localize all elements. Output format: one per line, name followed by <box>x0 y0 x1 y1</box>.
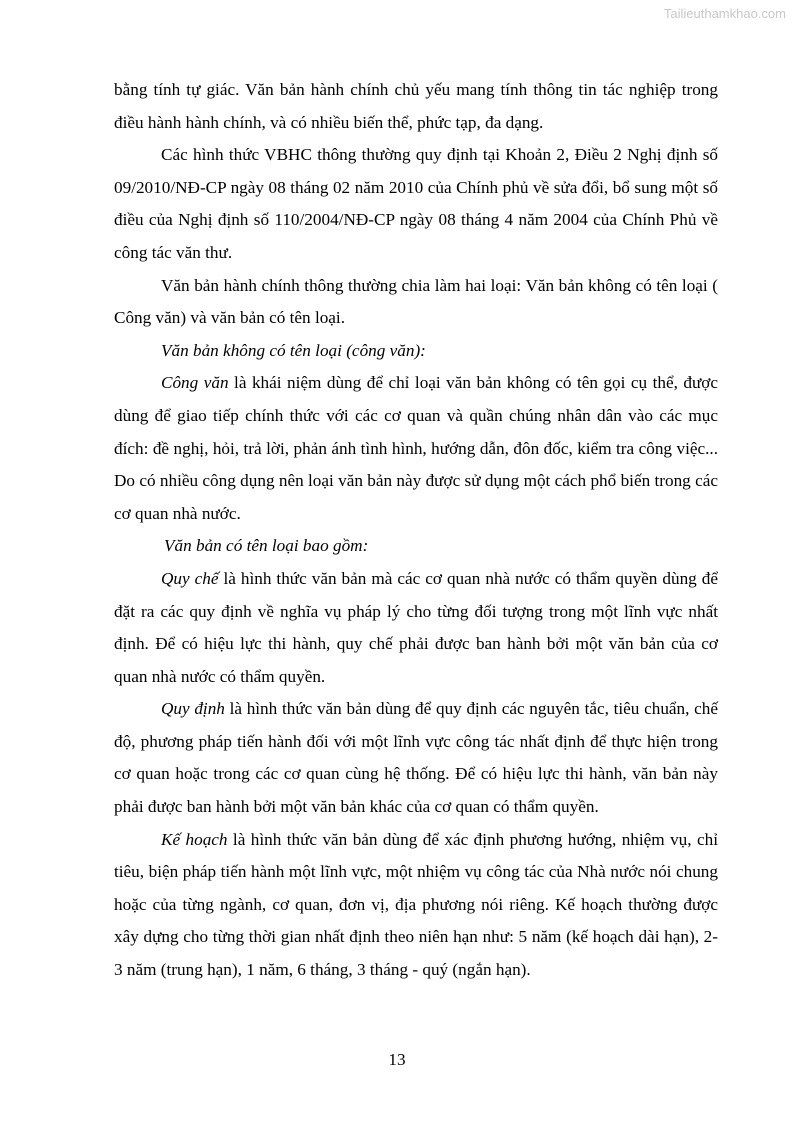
subheading-untyped-documents: Văn bản không có tên loại (công văn): <box>161 340 426 360</box>
page-number: 13 <box>388 1050 406 1069</box>
paragraph-ke-hoach <box>114 824 718 987</box>
paragraph-vbhc-types: Văn bản hành chính thông thường chia làm hai loại: Văn bản không có tên loại ( Công văn) và văn bản có tên loại. <box>114 275 718 328</box>
term-ke-hoach: Kế hoạch <box>161 829 228 849</box>
paragraph-quy-che <box>114 563 718 693</box>
paragraph-vbhc-forms: Các hình thức VBHC thông thường quy định tại Khoản 2, Điều 2 Nghị định số 09/2010/NĐ-CP ngày 08 tháng 02 năm 2010 của Chính phủ về sửa đổi, bổ sung một số điều của Nghị định số 110/2004/NĐ-CP ngày 08 tháng 4 năm 2004 của Chính Phủ về công tác văn thư. <box>114 145 718 262</box>
watermark: Tailieuthamkhao.com <box>663 6 786 21</box>
paragraph-cong-van <box>114 367 718 530</box>
definition-quy-dinh: là hình thức văn bản dùng để quy định các nguyên tắc, tiêu chuẩn, chế độ, phương pháp tiến hành đối với một lĩnh vực công tác nhất định để thực hiện trong cơ quan hoặc trong các cơ quan cùng hệ thống. Để có hiệu lực thi hành, văn bản này phải được ban hành bởi một văn bản khác của cơ quan có thẩm quyền. <box>114 699 718 817</box>
definition-ke-hoach: là hình thức văn bản dùng để xác định phương hướng, nhiệm vụ, chỉ tiêu, biện pháp tiến hành một lĩnh vực, một nhiệm vụ công tác của Nhà nước nói chung hoặc của từng ngành, cơ quan, đơn vị, địa phương nói riêng. Kế hoạch thường được xây dựng cho từng thời gian nhất định theo niên hạn như: 5 năm (kế hoạch dài hạn), 2-3 năm (trung hạn), 1 năm, 6 tháng, 3 tháng - quý (ngắn hạn). <box>114 829 718 980</box>
term-quy-dinh: Quy định <box>161 699 225 719</box>
term-quy-che: Quy chế <box>161 568 219 588</box>
paragraph-quy-dinh <box>114 693 718 823</box>
term-cong-van: Công văn <box>161 373 229 393</box>
definition-cong-van: là khái niệm dùng để chỉ loại văn bản không có tên gọi cụ thể, được dùng để giao tiếp chính thức với các cơ quan và quần chúng nhân dân vào các mục đích: đề nghị, hỏi, trả lời, phản ánh tình hình, hướng dẫn, đôn đốc, kiểm tra công việc... Do có nhiều công dụng nên loại văn bản này được sử dụng một cách phổ biến trong các cơ quan nhà nước. <box>114 373 718 523</box>
definition-quy-che: là hình thức văn bản mà các cơ quan nhà nước có thẩm quyền dùng để đặt ra các quy định về nghĩa vụ pháp lý cho từng đối tượng trong một lĩnh vực nhất định. Để có hiệu lực thi hành, quy chế phải được ban hành bởi một văn bản của cơ quan nhà nước có thẩm quyền. <box>114 568 718 686</box>
subheading-typed-documents: Văn bản có tên loại bao gồm: <box>164 536 369 556</box>
paragraph-continuation: bằng tính tự giác. Văn bản hành chính chủ yếu mang tính thông tin tác nghiệp trong điều hành hành chính, và có nhiều biến thể, phức tạp, đa dạng. <box>114 80 718 132</box>
body-text <box>114 74 718 987</box>
